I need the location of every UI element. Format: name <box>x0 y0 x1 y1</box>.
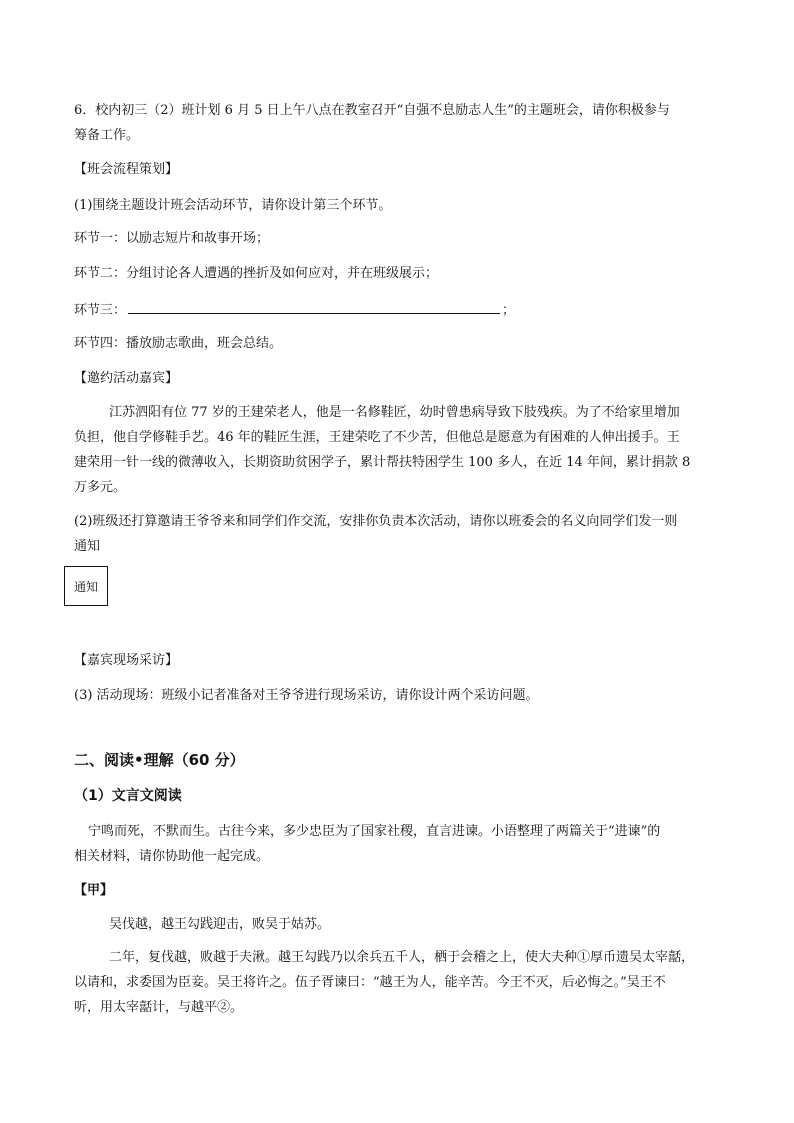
question-2-prompt-continued: 通知 <box>74 539 101 554</box>
step-3 <box>74 299 515 321</box>
step-1: 环节一：以励志短片和故事开场； <box>74 231 270 246</box>
question-6-intro-continued: 筹备工作。 <box>74 128 140 143</box>
part-2-intro-continued: 相关材料，请你协助他一起完成。 <box>74 849 270 864</box>
question-6-intro: 6．校内初三（2）班计划 6 月 5 日上午八点在教室召开“自强不息励志人生”的主题班会，请你积极参与 <box>74 103 670 118</box>
question-1-prompt: (1)围绕主题设计班会活动环节，请你设计第三个环节。 <box>74 198 392 213</box>
question-2-prompt: (2)班级还打算邀请王爷爷来和同学们作交流，安排你负责本次活动，请你以班委会的名义向同学们发一则 <box>74 514 678 529</box>
passage-paragraph-2-line-2: 以请和，求委国为臣妾。吴王将许之。伍子胥谏曰：“越王为人，能辛苦。今王不灭，后必悔之。”吴王不 <box>74 975 666 990</box>
guest-paragraph-line-1: 江苏泗阳有位 77 岁的王建荣老人，他是一名修鞋匠，幼时曾患病导致下肢残疾。为了不给家里增加 <box>109 405 680 420</box>
passage-paragraph-2-line-3: 听，用太宰嚭计，与越平②。 <box>74 1000 244 1015</box>
section-interview-title: 【嘉宾现场采访】 <box>74 653 179 668</box>
question-3-prompt: (3) 活动现场：班级小记者准备对王爷爷进行现场采访，请你设计两个采访问题。 <box>74 688 539 703</box>
notice-answer-box[interactable] <box>64 566 108 606</box>
part-2-title: 二、阅读•理解（60 分） <box>74 751 245 769</box>
guest-paragraph-line-3: 建荣用一针一线的微薄收入，长期资助贫困学子，累计帮扶特困学生 100 多人，在近 14 年间，累计捐款 8 <box>74 455 691 470</box>
passage-jia-label: 【甲】 <box>74 883 114 898</box>
section-flow-title: 【班会流程策划】 <box>74 162 179 177</box>
passage-paragraph-2-line-1: 二年，复伐越，败越于夫湫。越王勾践乃以余兵五千人，栖于会稽之上，使大夫种①厚币遗吴太宰嚭， <box>109 950 695 965</box>
step-4: 环节四：播放励志歌曲，班会总结。 <box>74 336 283 351</box>
guest-paragraph-line-2: 负担，他自学修鞋手艺。46 年的鞋匠生涯，王建荣吃了不少苦，但他总是愿意为有困难的人伸出援手。王 <box>74 430 680 445</box>
step-2: 环节二：分组讨论各人遭遇的挫折及如何应对，并在班级展示； <box>74 266 439 281</box>
passage-paragraph-1: 吴伐越，越王勾践迎击，败吴于姑苏。 <box>109 917 331 932</box>
step-3-end: ； <box>502 303 516 318</box>
section-guest-title: 【邀约活动嘉宾】 <box>74 371 179 386</box>
step-3-label: 环节三： <box>74 303 127 318</box>
notice-box-label: 通知 <box>73 579 98 594</box>
step-3-answer-blank[interactable] <box>128 299 500 314</box>
classical-chinese-title: （1）文言文阅读 <box>74 788 182 804</box>
guest-paragraph-line-4: 万多元。 <box>74 480 127 495</box>
part-2-intro: 宁鸣而死，不默而生。古往今来，多少忠臣为了国家社稷，直言进谏。小语整理了两篇关于“进谏”的 <box>88 824 661 839</box>
